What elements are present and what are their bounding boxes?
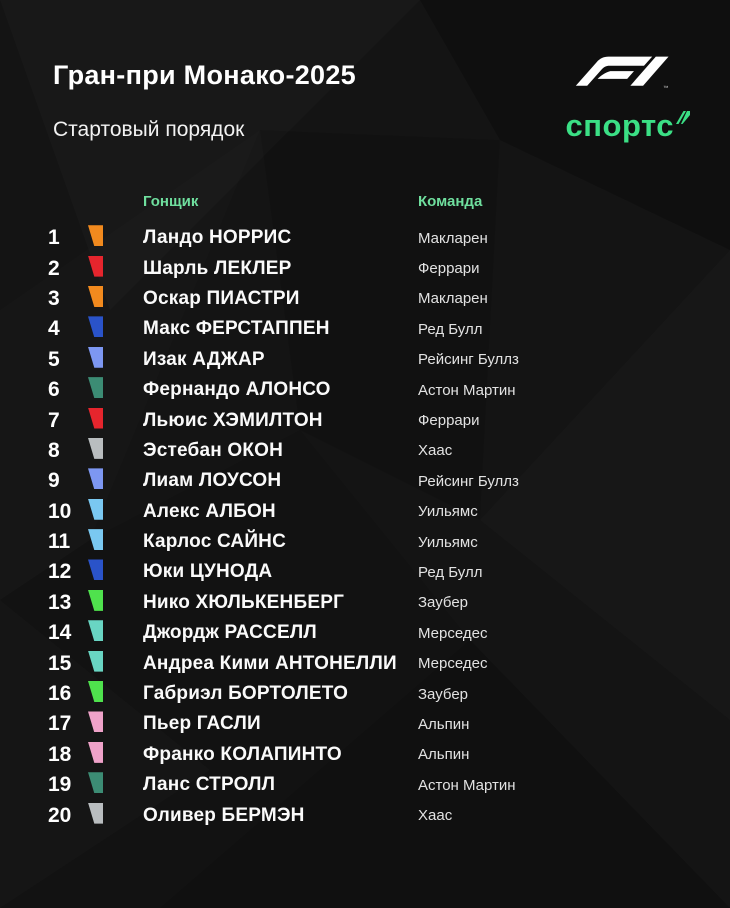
driver-name: Шарль ЛЕКЛЕР <box>143 257 292 279</box>
team-color-flag-icon <box>88 499 103 520</box>
f1-logo-icon <box>574 54 674 92</box>
position-number: 11 <box>48 530 71 554</box>
position-number: 4 <box>48 317 60 341</box>
table-row <box>0 588 730 618</box>
table-row <box>0 466 730 496</box>
team-name: Альпин <box>418 715 470 733</box>
driver-name: Нико ХЮЛЬКЕНБЕРГ <box>143 591 345 613</box>
driver-name: Изак АДЖАР <box>143 348 265 370</box>
position-number: 6 <box>48 378 60 402</box>
position-number: 14 <box>48 621 72 645</box>
table-row <box>0 345 730 375</box>
brand-logo <box>566 110 690 141</box>
driver-name: Франко КОЛАПИНТО <box>143 743 342 765</box>
position-number: 8 <box>48 438 60 462</box>
position-number: 19 <box>48 773 72 797</box>
team-color-flag-icon <box>88 225 103 246</box>
team-name: Макларен <box>418 229 488 247</box>
team-name: Заубер <box>418 594 469 612</box>
team-name: Хаас <box>418 442 453 460</box>
team-name: Заубер <box>418 685 469 703</box>
driver-name: Оливер БЕРМЭН <box>143 804 305 826</box>
driver-name: Карлос САЙНС <box>143 531 287 553</box>
team-color-flag-icon <box>88 408 103 429</box>
team-name: Рейсинг Буллз <box>418 351 519 369</box>
team-name: Ред Булл <box>418 563 483 581</box>
team-color-flag-icon <box>88 590 103 611</box>
page-subtitle: Стартовый порядок <box>53 118 245 141</box>
table-row <box>0 284 730 314</box>
page-title: Гран-при Монако-2025 <box>53 60 356 90</box>
table-row <box>0 679 730 709</box>
table-row <box>0 497 730 527</box>
column-header-driver: Гонщик <box>143 192 199 210</box>
team-name: Уильямс <box>418 503 478 521</box>
driver-name: Эстебан ОКОН <box>143 439 284 461</box>
team-name: Астон Мартин <box>418 381 516 399</box>
driver-name: Андреа Кими АНТОНЕЛЛИ <box>143 652 397 674</box>
driver-name: Макс ФЕРСТАППЕН <box>143 318 330 340</box>
team-color-flag-icon <box>88 529 103 550</box>
table-row <box>0 253 730 283</box>
table-row <box>0 375 730 405</box>
brand-flag-icon <box>676 111 690 125</box>
team-color-flag-icon <box>88 286 103 307</box>
driver-name: Джордж РАССЕЛЛ <box>143 622 317 644</box>
position-number: 7 <box>48 408 60 432</box>
team-name: Макларен <box>418 290 488 308</box>
team-name: Мерседес <box>418 624 488 642</box>
table-row <box>0 800 730 830</box>
driver-name: Алекс АЛБОН <box>143 500 276 522</box>
table-row <box>0 770 730 800</box>
team-color-flag-icon <box>88 651 103 672</box>
team-color-flag-icon <box>88 316 103 337</box>
driver-name: Лиам ЛОУСОН <box>143 470 282 492</box>
position-number: 1 <box>48 226 60 250</box>
driver-name: Пьер ГАСЛИ <box>143 713 261 735</box>
team-name: Рейсинг Буллз <box>418 472 519 490</box>
table-row <box>0 223 730 253</box>
brand-logo-text: спортс <box>565 108 674 143</box>
team-name: Альпин <box>418 746 470 764</box>
team-name: Феррари <box>418 260 480 278</box>
driver-name: Ландо НОРРИС <box>143 227 292 249</box>
driver-name: Фернандо АЛОНСО <box>143 379 331 401</box>
team-color-flag-icon <box>88 681 103 702</box>
team-name: Мерседес <box>418 655 488 673</box>
position-number: 3 <box>48 286 60 310</box>
team-color-flag-icon <box>88 742 103 763</box>
team-color-flag-icon <box>88 803 103 824</box>
table-row <box>0 436 730 466</box>
table-row <box>0 709 730 739</box>
team-name: Феррари <box>418 412 480 430</box>
driver-name: Габриэл БОРТОЛЕТО <box>143 683 349 705</box>
table-row <box>0 405 730 435</box>
position-number: 20 <box>48 803 72 827</box>
team-name: Ред Булл <box>418 320 483 338</box>
position-number: 12 <box>48 560 72 584</box>
team-color-flag-icon <box>88 468 103 489</box>
position-number: 5 <box>48 347 60 371</box>
driver-name: Льюис ХЭМИЛТОН <box>143 409 323 431</box>
driver-name: Ланс СТРОЛЛ <box>143 774 276 796</box>
position-number: 9 <box>48 469 60 493</box>
table-row <box>0 314 730 344</box>
team-name: Хаас <box>418 807 453 825</box>
team-name: Уильямс <box>418 533 478 551</box>
position-number: 13 <box>48 590 72 614</box>
driver-name: Юки ЦУНОДА <box>143 561 273 583</box>
team-name: Астон Мартин <box>418 776 516 794</box>
team-color-flag-icon <box>88 559 103 580</box>
team-color-flag-icon <box>88 438 103 459</box>
table-header-row <box>0 189 730 213</box>
team-color-flag-icon <box>88 772 103 793</box>
column-header-team: Команда <box>418 192 483 210</box>
starting-grid-table <box>0 189 730 831</box>
table-row <box>0 740 730 770</box>
team-color-flag-icon <box>88 347 103 368</box>
table-row <box>0 557 730 587</box>
position-number: 18 <box>48 742 72 766</box>
table-row <box>0 527 730 557</box>
team-color-flag-icon <box>88 256 103 277</box>
driver-name: Оскар ПИАСТРИ <box>143 287 300 309</box>
team-color-flag-icon <box>88 711 103 732</box>
position-number: 17 <box>48 712 72 736</box>
f1-trademark-text: ™ <box>663 85 669 92</box>
position-number: 2 <box>48 256 60 280</box>
table-row <box>0 648 730 678</box>
team-color-flag-icon <box>88 620 103 641</box>
team-color-flag-icon <box>88 377 103 398</box>
position-number: 16 <box>48 682 72 706</box>
grid-rows <box>0 223 730 831</box>
position-number: 15 <box>48 651 72 675</box>
position-number: 10 <box>48 499 72 523</box>
table-row <box>0 618 730 648</box>
